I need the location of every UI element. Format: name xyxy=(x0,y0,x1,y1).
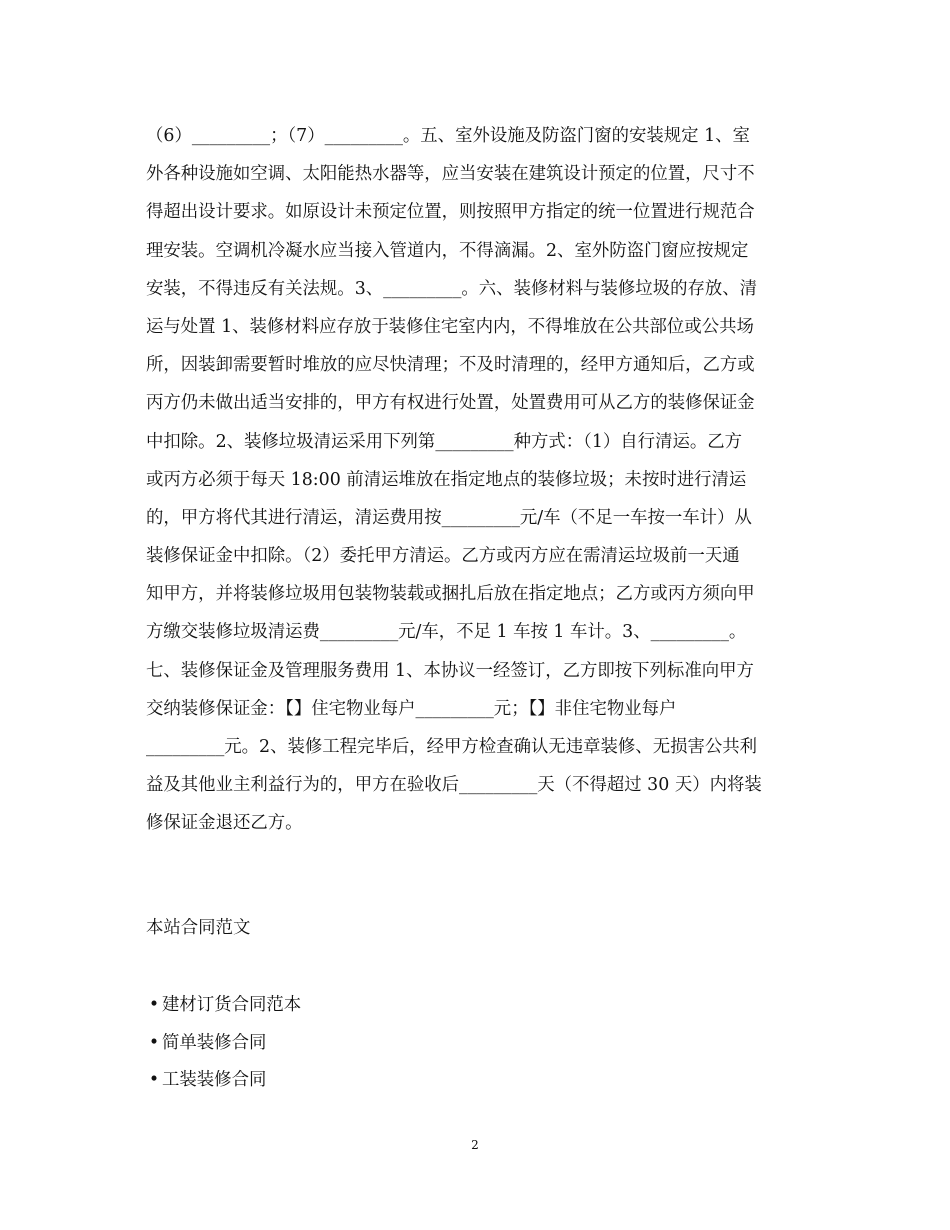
body-line: 修保证金退还乙方。 xyxy=(146,813,303,834)
body-line: 或丙方必须于每天 18:00 前清运堆放在指定地点的装修垃圾；未按时进行清运 xyxy=(146,469,747,490)
page-number: 2 xyxy=(471,1138,479,1152)
related-contract-link[interactable] xyxy=(146,1025,301,1063)
bullet-icon: • xyxy=(148,995,160,1015)
contract-body-text xyxy=(146,117,816,843)
body-line: 的，甲方将代其进行清运，清运费用按_________元/车（不足一车按一车计）从 xyxy=(146,507,752,528)
body-line: 安装，不得违反有关法规。3、_________。六、装修材料与装修垃圾的存放、清 xyxy=(146,278,758,299)
body-line: 知甲方，并将装修垃圾用包装物装载或捆扎后放在指定地点；乙方或丙方须向甲 xyxy=(146,584,755,605)
related-contract-link[interactable] xyxy=(146,987,301,1025)
related-contracts-title: 本站合同范文 xyxy=(146,918,251,938)
related-contract-label: 简单装修合同 xyxy=(162,1032,267,1053)
body-line: 理安装。空调机冷凝水应当接入管道内，不得滴漏。2、室外防盗门窗应按规定 xyxy=(146,240,749,261)
related-contract-label: 建材订货合同范本 xyxy=(162,995,302,1015)
body-line: 所，因装卸需要暂时堆放的应尽快清理；不及时清理的，经甲方通知后，乙方或 xyxy=(146,355,755,376)
body-line: 七、装修保证金及管理服务费用 1、本协议一经签订，乙方即按下列标准向甲方 xyxy=(146,660,754,681)
bullet-icon: • xyxy=(148,1032,160,1053)
body-line: 运与处置 1、装修材料应存放于装修住宅室内内，不得堆放在公共部位或公共场 xyxy=(146,316,754,337)
body-line: 得超出设计要求。如原设计未预定位置，则按照甲方指定的统一位置进行规范合 xyxy=(146,202,755,223)
body-line: 方缴交装修垃圾清运费_________元/车，不足 1 车按 1 车计。3、_________。 xyxy=(146,622,747,643)
body-line: （6）_________；（7）_________。五、室外设施及防盗门窗的安装规定 1、室 xyxy=(146,126,750,146)
body-line: _________元。2、装修工程完毕后，经甲方检查确认无违章装修、无损害公共利 xyxy=(146,737,758,757)
related-contract-link[interactable] xyxy=(146,1062,301,1100)
related-contracts-list xyxy=(146,987,301,1100)
body-line: 益及其他业主利益行为的，甲方在验收后_________天（不得超过 30 天）内将装 xyxy=(146,775,762,796)
bullet-icon: • xyxy=(148,1070,160,1090)
body-line: 中扣除。2、装修垃圾清运采用下列第_________种方式：（1）自行清运。乙方 xyxy=(146,431,743,452)
body-line: 交纳装修保证金：【】住宅物业每户_________元；【】非住宅物业每户 xyxy=(146,698,677,719)
body-line: 外各种设施如空调、太阳能热水器等，应当安装在建筑设计预定的位置，尺寸不 xyxy=(146,164,755,185)
body-line: 丙方仍未做出适当安排的，甲方有权进行处置，处置费用可从乙方的装修保证金 xyxy=(146,393,755,414)
related-contract-label: 工装装修合同 xyxy=(162,1070,267,1090)
body-line: 装修保证金中扣除。（2）委托甲方清运。乙方或丙方应在需清运垃圾前一天通 xyxy=(146,546,740,567)
